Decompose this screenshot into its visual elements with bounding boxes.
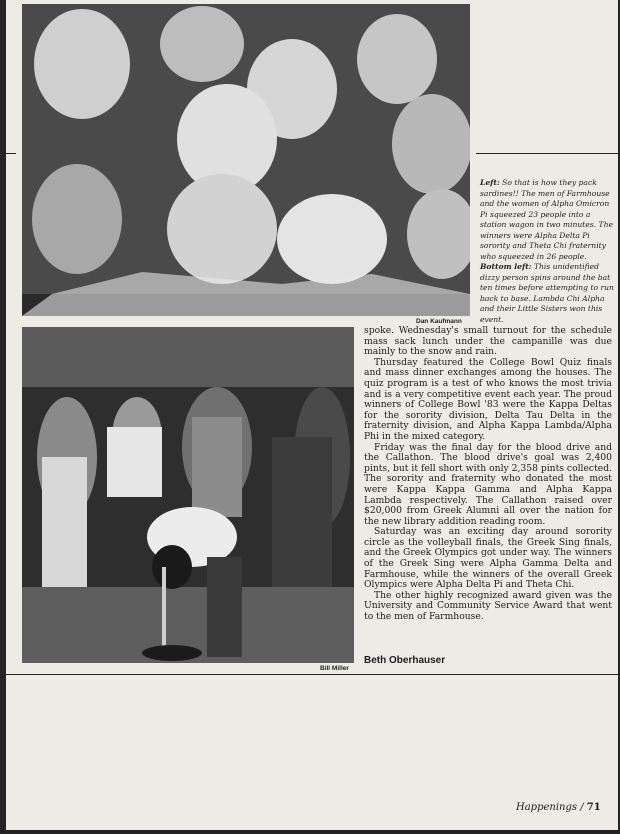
photo-caption (480, 178, 616, 325)
caption-left-label: Left: (480, 178, 500, 187)
folio-page-number: 71 (586, 802, 601, 813)
margin-rule-bottom (0, 674, 618, 675)
yearbook-page (6, 0, 618, 830)
photo-bottom-image (22, 327, 354, 663)
article-byline: Beth Oberhauser (364, 655, 446, 666)
caption-left-text: So that is how they pack sardines!! The men of Farmhouse and the women of Alpha Omicron Pi squeezed 23 people into a station wagon in two minutes. The winners were Alpha Delta Pi sorority and Theta Chi fraternity who squeezed in 26 people. (480, 178, 613, 261)
article-paragraph: The other highly recognized award given was the University and Community Service Award that went to the men of Farmhouse. (364, 589, 612, 623)
article-paragraph: Friday was the final day for the blood drive and the Callathon. The blood drive's goal was 2,400 pints, but it fell short with only 2,358 pints collected. The sorority and fraternity who donated the most were Kappa Kappa Gamma and Alpha Kappa Lambda respectively. The Callathon raised over $20,000 from Greek Alumni all over the nation for the new library addition reading room. (364, 441, 612, 527)
caption-bottom-label: Bottom left: (480, 262, 532, 271)
article-paragraph: spoke. Wednesday's small turnout for the schedule mass sack lunch under the campanille was due mainly to the snow and rain. (364, 325, 612, 358)
folio-section: Happenings (516, 802, 578, 813)
photo-dizzy-bat-race (22, 327, 354, 663)
article-body (364, 326, 612, 623)
article-paragraph: Thursday featured the College Bowl Quiz finals and mass dinner exchanges among the houses. The quiz program is a test of who knows the most trivia and is a very competitive event each year. The proud winners of College Bowl '83 were the Kappa Deltas for the sorority division, Delta Tau Delta in the fraternity division, and Alpha Kappa Lambda/Alpha Phi in the mixed category. (364, 356, 612, 442)
margin-rule-left (0, 153, 16, 154)
photo-crowd-packed-car (22, 4, 470, 316)
photo-credit-top: Dan Kaufmann (416, 318, 462, 325)
caption-bottom-text: This unidentified dizzy person spins around the bat ten times before attempting to run back to base. Lambda Chi Alpha and their Little Sisters won this event. (480, 262, 614, 324)
photo-top-image (22, 4, 470, 316)
photo-credit-bottom: Bill Miller (320, 665, 349, 672)
folio-separator: / (577, 802, 587, 813)
margin-rule-right (476, 153, 618, 154)
article-paragraph: Saturday was an exciting day around sorority circle as the volleyball finals, the Greek Sing finals, and the Greek Olympics got under way. The winners of the Greek Sing were Alpha Gamma Delta and Farmhouse, while the winners of the overall Greek Olympics were Alpha Delta Pi and Theta Chi. (364, 526, 612, 591)
page-folio (516, 802, 601, 813)
